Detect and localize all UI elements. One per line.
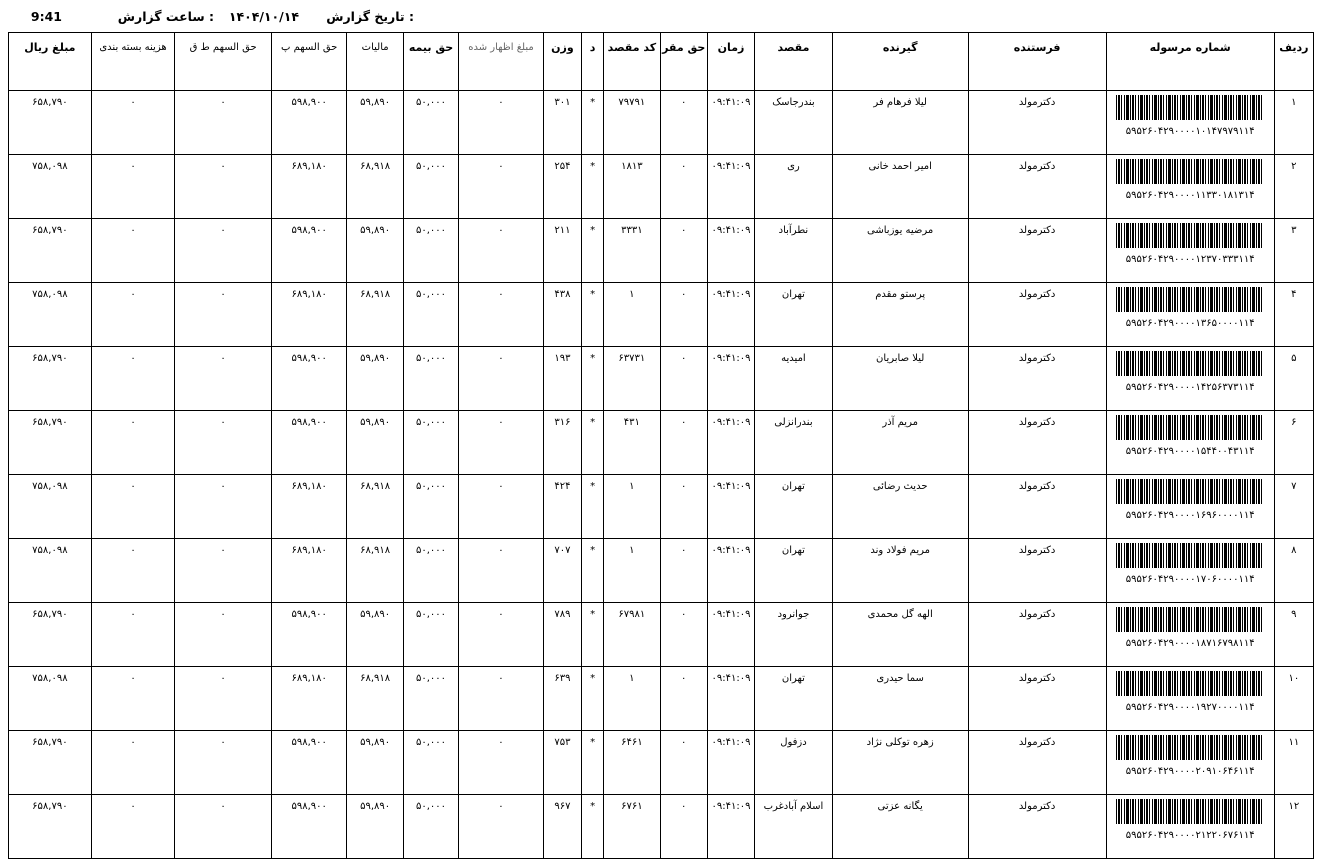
cell-packing-cost: ۰: [91, 731, 175, 795]
cell-packing-cost: ۰: [91, 219, 175, 283]
cell-sender: دکترمولد: [968, 667, 1106, 731]
cell-destination: تهران: [755, 475, 833, 539]
cell-time: ۰۹:۴۱:۰۹: [707, 539, 754, 603]
barcode-graphic: [1116, 95, 1264, 120]
cell-receiver: یگانه عزتی: [832, 795, 968, 859]
cell-amount-rial: ۷۵۸,۰۹۸: [9, 283, 92, 347]
cell-d-mark: *: [582, 155, 604, 219]
cell-haq-maqar: ۰: [660, 411, 707, 475]
cell-share-tq: ۰: [175, 731, 272, 795]
cell-tax: ۵۹,۸۹۰: [347, 731, 403, 795]
cell-share-tq: ۰: [175, 219, 272, 283]
cell-tax: ۶۸,۹۱۸: [347, 155, 403, 219]
cell-packing-cost: ۰: [91, 539, 175, 603]
cell-destination: نطرآباد: [755, 219, 833, 283]
cell-time: ۰۹:۴۱:۰۹: [707, 411, 754, 475]
cell-destination: بندرجاسک: [755, 91, 833, 155]
cell-share-tq: ۰: [175, 667, 272, 731]
cell-receiver: لیلا فرهام فر: [832, 91, 968, 155]
cell-share-p: ۵۹۸,۹۰۰: [271, 795, 347, 859]
report-date: ۱۴۰۴/۱۰/۱۴: [228, 9, 299, 24]
cell-tax: ۵۹,۸۹۰: [347, 347, 403, 411]
col-header-insurance: حق بیمه: [403, 33, 458, 91]
cell-receiver: پرستو مقدم: [832, 283, 968, 347]
table-row: [9, 219, 1314, 283]
cell-haq-maqar: ۰: [660, 91, 707, 155]
col-header-time: زمان: [707, 33, 754, 91]
cell-receiver: مریم آذر: [832, 411, 968, 475]
cell-insurance: ۵۰,۰۰۰: [403, 91, 458, 155]
cell-insurance: ۵۰,۰۰۰: [403, 603, 458, 667]
cell-row-index: ۶: [1274, 411, 1313, 475]
cell-amount-rial: ۷۵۸,۰۹۸: [9, 667, 92, 731]
cell-packing-cost: ۰: [91, 283, 175, 347]
col-header-dest-code: کد مقصد: [604, 33, 660, 91]
col-header-packing-cost: هزینه بسته بندی: [91, 33, 175, 91]
parcel-number-cell: [1106, 667, 1274, 731]
cell-share-p: ۶۸۹,۱۸۰: [271, 475, 347, 539]
parcel-number-cell: [1106, 795, 1274, 859]
cell-insurance: ۵۰,۰۰۰: [403, 731, 458, 795]
cell-d-mark: *: [582, 795, 604, 859]
col-header-share-tq: حق السهم ط ق: [175, 33, 272, 91]
cell-tax: ۶۸,۹۱۸: [347, 475, 403, 539]
cell-declared-amount: ۰: [459, 603, 544, 667]
barcode-graphic: [1116, 671, 1264, 696]
cell-row-index: ۱۲: [1274, 795, 1313, 859]
cell-time: ۰۹:۴۱:۰۹: [707, 795, 754, 859]
cell-weight: ۱۹۳: [543, 347, 581, 411]
cell-d-mark: *: [582, 347, 604, 411]
cell-time: ۰۹:۴۱:۰۹: [707, 475, 754, 539]
table-row: [9, 91, 1314, 155]
cell-share-p: ۵۹۸,۹۰۰: [271, 219, 347, 283]
cell-sender: دکترمولد: [968, 347, 1106, 411]
parcel-barcode-number: ۵۹۵۲۶۰۴۲۹۰۰۰۰۱۶۹۶۰۰۰۰۱۱۴: [1125, 510, 1255, 521]
cell-tax: ۵۹,۸۹۰: [347, 91, 403, 155]
cell-destination: ری: [755, 155, 833, 219]
cell-haq-maqar: ۰: [660, 219, 707, 283]
cell-row-index: ۹: [1274, 603, 1313, 667]
parcel-barcode-number: ۵۹۵۲۶۰۴۲۹۰۰۰۰۱۲۳۷۰۳۳۳۱۱۴: [1125, 254, 1255, 265]
barcode-graphic: [1116, 543, 1264, 568]
col-header-receiver: گیرنده: [832, 33, 968, 91]
cell-time: ۰۹:۴۱:۰۹: [707, 347, 754, 411]
table-row: [9, 155, 1314, 219]
cell-haq-maqar: ۰: [660, 347, 707, 411]
header-row: [9, 33, 1314, 91]
report-date-label: تاریخ گزارش :: [326, 9, 414, 24]
cell-d-mark: *: [582, 283, 604, 347]
cell-share-p: ۵۹۸,۹۰۰: [271, 731, 347, 795]
cell-insurance: ۵۰,۰۰۰: [403, 539, 458, 603]
cell-destination: تهران: [755, 539, 833, 603]
cell-declared-amount: ۰: [459, 667, 544, 731]
cell-amount-rial: ۶۵۸,۷۹۰: [9, 795, 92, 859]
cell-sender: دکترمولد: [968, 219, 1106, 283]
cell-share-p: ۶۸۹,۱۸۰: [271, 667, 347, 731]
cell-dest-code: ۳۳۳۱: [604, 219, 660, 283]
barcode-graphic: [1116, 415, 1264, 440]
cell-weight: ۶۳۹: [543, 667, 581, 731]
cell-receiver: مرضیه یوزباشی: [832, 219, 968, 283]
cell-sender: دکترمولد: [968, 795, 1106, 859]
cell-packing-cost: ۰: [91, 411, 175, 475]
barcode-graphic: [1116, 799, 1264, 824]
cell-tax: ۶۸,۹۱۸: [347, 539, 403, 603]
cell-insurance: ۵۰,۰۰۰: [403, 219, 458, 283]
cell-share-p: ۵۹۸,۹۰۰: [271, 91, 347, 155]
cell-declared-amount: ۰: [459, 91, 544, 155]
cell-weight: ۲۵۴: [543, 155, 581, 219]
parcel-number-cell: [1106, 91, 1274, 155]
cell-dest-code: ۱۸۱۳: [604, 155, 660, 219]
parcel-number-cell: [1106, 347, 1274, 411]
cell-insurance: ۵۰,۰۰۰: [403, 411, 458, 475]
col-header-d: د: [582, 33, 604, 91]
cell-insurance: ۵۰,۰۰۰: [403, 347, 458, 411]
cell-weight: ۲۱۱: [543, 219, 581, 283]
cell-receiver: لیلا صابریان: [832, 347, 968, 411]
barcode-graphic: [1116, 607, 1264, 632]
parcel-barcode-number: ۵۹۵۲۶۰۴۲۹۰۰۰۰۱۴۲۵۶۳۷۳۱۱۴: [1125, 382, 1255, 393]
shipments-table: [8, 32, 1314, 859]
report-time: 9:41: [30, 9, 62, 24]
parcel-number-cell: [1106, 539, 1274, 603]
cell-haq-maqar: ۰: [660, 539, 707, 603]
cell-packing-cost: ۰: [91, 667, 175, 731]
parcel-number-cell: [1106, 283, 1274, 347]
cell-weight: ۷۸۹: [543, 603, 581, 667]
parcel-number-cell: [1106, 155, 1274, 219]
cell-declared-amount: ۰: [459, 347, 544, 411]
parcel-barcode-number: ۵۹۵۲۶۰۴۲۹۰۰۰۰۱۸۷۱۶۷۹۸۱۱۴: [1125, 638, 1255, 649]
table-row: [9, 347, 1314, 411]
col-header-share-p: حق السهم پ: [271, 33, 347, 91]
cell-dest-code: ۴۳۱: [604, 411, 660, 475]
cell-share-tq: ۰: [175, 603, 272, 667]
cell-time: ۰۹:۴۱:۰۹: [707, 91, 754, 155]
cell-weight: ۷۵۳: [543, 731, 581, 795]
barcode-graphic: [1116, 287, 1264, 312]
cell-receiver: الهه گل محمدی: [832, 603, 968, 667]
cell-declared-amount: ۰: [459, 411, 544, 475]
cell-haq-maqar: ۰: [660, 795, 707, 859]
cell-declared-amount: ۰: [459, 475, 544, 539]
cell-sender: دکترمولد: [968, 155, 1106, 219]
parcel-barcode-number: ۵۹۵۲۶۰۴۲۹۰۰۰۰۱۹۲۷۰۰۰۰۱۱۴: [1125, 702, 1255, 713]
cell-dest-code: ۶۷۶۱: [604, 795, 660, 859]
cell-share-tq: ۰: [175, 795, 272, 859]
cell-insurance: ۵۰,۰۰۰: [403, 475, 458, 539]
cell-haq-maqar: ۰: [660, 603, 707, 667]
parcel-barcode-number: ۵۹۵۲۶۰۴۲۹۰۰۰۰۲۱۲۲۰۶۷۶۱۱۴: [1125, 830, 1255, 841]
parcel-barcode-number: ۵۹۵۲۶۰۴۲۹۰۰۰۰۱۳۶۵۰۰۰۰۱۱۴: [1125, 318, 1255, 329]
cell-weight: ۹۶۷: [543, 795, 581, 859]
barcode-graphic: [1116, 223, 1264, 248]
cell-share-p: ۵۹۸,۹۰۰: [271, 603, 347, 667]
cell-row-index: ۷: [1274, 475, 1313, 539]
col-header-sender: فرستنده: [968, 33, 1106, 91]
col-header-parcel-number: شماره مرسوله: [1106, 33, 1274, 91]
cell-packing-cost: ۰: [91, 795, 175, 859]
cell-destination: تهران: [755, 283, 833, 347]
cell-haq-maqar: ۰: [660, 155, 707, 219]
cell-destination: اسلام آبادغرب: [755, 795, 833, 859]
cell-amount-rial: ۶۵۸,۷۹۰: [9, 731, 92, 795]
cell-haq-maqar: ۰: [660, 731, 707, 795]
cell-time: ۰۹:۴۱:۰۹: [707, 219, 754, 283]
barcode-graphic: [1116, 735, 1264, 760]
cell-dest-code: ۶۳۷۳۱: [604, 347, 660, 411]
cell-destination: جوانرود: [755, 603, 833, 667]
cell-destination: بندرانزلی: [755, 411, 833, 475]
cell-packing-cost: ۰: [91, 91, 175, 155]
parcel-number-cell: [1106, 475, 1274, 539]
table-row: [9, 731, 1314, 795]
cell-share-p: ۵۹۸,۹۰۰: [271, 411, 347, 475]
cell-tax: ۶۸,۹۱۸: [347, 283, 403, 347]
cell-time: ۰۹:۴۱:۰۹: [707, 731, 754, 795]
cell-share-p: ۵۹۸,۹۰۰: [271, 347, 347, 411]
cell-dest-code: ۱: [604, 667, 660, 731]
cell-declared-amount: ۰: [459, 155, 544, 219]
report-header: [0, 6, 1324, 28]
cell-amount-rial: ۷۵۸,۰۹۸: [9, 539, 92, 603]
cell-receiver: امیر احمد خانی: [832, 155, 968, 219]
table-row: [9, 603, 1314, 667]
cell-receiver: حدیث رضائی: [832, 475, 968, 539]
cell-sender: دکترمولد: [968, 283, 1106, 347]
cell-packing-cost: ۰: [91, 475, 175, 539]
cell-dest-code: ۶۴۶۱: [604, 731, 660, 795]
cell-dest-code: ۱: [604, 475, 660, 539]
cell-tax: ۶۸,۹۱۸: [347, 667, 403, 731]
table-row: [9, 283, 1314, 347]
cell-weight: ۴۲۴: [543, 475, 581, 539]
col-header-destination: مقصد: [755, 33, 833, 91]
col-header-weight: وزن: [543, 33, 581, 91]
cell-destination: امیدیه: [755, 347, 833, 411]
col-header-declared-amount: مبلغ اظهار شده: [459, 33, 544, 91]
cell-tax: ۵۹,۸۹۰: [347, 603, 403, 667]
cell-d-mark: *: [582, 219, 604, 283]
cell-share-tq: ۰: [175, 91, 272, 155]
cell-declared-amount: ۰: [459, 219, 544, 283]
cell-sender: دکترمولد: [968, 411, 1106, 475]
cell-time: ۰۹:۴۱:۰۹: [707, 667, 754, 731]
cell-declared-amount: ۰: [459, 539, 544, 603]
cell-amount-rial: ۷۵۸,۰۹۸: [9, 155, 92, 219]
parcel-barcode-number: ۵۹۵۲۶۰۴۲۹۰۰۰۰۱۱۳۳۰۱۸۱۳۱۴: [1125, 190, 1255, 201]
cell-insurance: ۵۰,۰۰۰: [403, 283, 458, 347]
cell-row-index: ۳: [1274, 219, 1313, 283]
cell-time: ۰۹:۴۱:۰۹: [707, 155, 754, 219]
cell-share-tq: ۰: [175, 475, 272, 539]
cell-sender: دکترمولد: [968, 539, 1106, 603]
parcel-number-cell: [1106, 603, 1274, 667]
cell-time: ۰۹:۴۱:۰۹: [707, 283, 754, 347]
cell-packing-cost: ۰: [91, 155, 175, 219]
cell-haq-maqar: ۰: [660, 667, 707, 731]
cell-sender: دکترمولد: [968, 603, 1106, 667]
parcel-number-cell: [1106, 411, 1274, 475]
cell-haq-maqar: ۰: [660, 475, 707, 539]
cell-share-p: ۶۸۹,۱۸۰: [271, 539, 347, 603]
col-header-haq-maqar: حق مقر: [660, 33, 707, 91]
parcel-number-cell: [1106, 731, 1274, 795]
cell-amount-rial: ۶۵۸,۷۹۰: [9, 347, 92, 411]
cell-packing-cost: ۰: [91, 603, 175, 667]
col-header-tax: مالیات: [347, 33, 403, 91]
cell-row-index: ۸: [1274, 539, 1313, 603]
cell-row-index: ۱: [1274, 91, 1313, 155]
cell-weight: ۳۰۱: [543, 91, 581, 155]
parcel-barcode-number: ۵۹۵۲۶۰۴۲۹۰۰۰۰۱۵۴۴۰۰۴۳۱۱۴: [1125, 446, 1255, 457]
cell-weight: ۳۱۶: [543, 411, 581, 475]
cell-d-mark: *: [582, 91, 604, 155]
cell-declared-amount: ۰: [459, 283, 544, 347]
cell-sender: دکترمولد: [968, 475, 1106, 539]
cell-tax: ۵۹,۸۹۰: [347, 411, 403, 475]
cell-tax: ۵۹,۸۹۰: [347, 795, 403, 859]
cell-d-mark: *: [582, 667, 604, 731]
cell-destination: تهران: [755, 667, 833, 731]
barcode-graphic: [1116, 159, 1264, 184]
col-header-amount-rial: مبلغ ریال: [9, 33, 92, 91]
cell-d-mark: *: [582, 603, 604, 667]
cell-share-tq: ۰: [175, 347, 272, 411]
cell-row-index: ۵: [1274, 347, 1313, 411]
parcel-barcode-number: ۵۹۵۲۶۰۴۲۹۰۰۰۰۱۰۱۴۷۹۷۹۱۱۴: [1125, 126, 1255, 137]
cell-amount-rial: ۶۵۸,۷۹۰: [9, 91, 92, 155]
cell-d-mark: *: [582, 539, 604, 603]
cell-amount-rial: ۶۵۸,۷۹۰: [9, 603, 92, 667]
cell-amount-rial: ۶۵۸,۷۹۰: [9, 219, 92, 283]
cell-d-mark: *: [582, 731, 604, 795]
col-header-row-index: ردیف: [1274, 33, 1313, 91]
cell-sender: دکترمولد: [968, 91, 1106, 155]
cell-share-tq: ۰: [175, 539, 272, 603]
cell-row-index: ۱۱: [1274, 731, 1313, 795]
cell-share-tq: ۰: [175, 155, 272, 219]
cell-share-tq: ۰: [175, 411, 272, 475]
cell-dest-code: ۶۷۹۸۱: [604, 603, 660, 667]
table-row: [9, 411, 1314, 475]
cell-receiver: سما حیدری: [832, 667, 968, 731]
barcode-graphic: [1116, 351, 1264, 376]
cell-share-p: ۶۸۹,۱۸۰: [271, 283, 347, 347]
cell-row-index: ۱۰: [1274, 667, 1313, 731]
cell-receiver: زهره توکلی نژاد: [832, 731, 968, 795]
cell-share-tq: ۰: [175, 283, 272, 347]
cell-weight: ۴۳۸: [543, 283, 581, 347]
table-row: [9, 795, 1314, 859]
report-time-label: ساعت گزارش :: [117, 9, 214, 24]
cell-time: ۰۹:۴۱:۰۹: [707, 603, 754, 667]
cell-share-p: ۶۸۹,۱۸۰: [271, 155, 347, 219]
cell-receiver: مریم فولاد وند: [832, 539, 968, 603]
cell-insurance: ۵۰,۰۰۰: [403, 155, 458, 219]
cell-insurance: ۵۰,۰۰۰: [403, 667, 458, 731]
cell-dest-code: ۷۹۷۹۱: [604, 91, 660, 155]
cell-packing-cost: ۰: [91, 347, 175, 411]
cell-d-mark: *: [582, 411, 604, 475]
barcode-graphic: [1116, 479, 1264, 504]
cell-dest-code: ۱: [604, 283, 660, 347]
table-row: [9, 475, 1314, 539]
cell-dest-code: ۱: [604, 539, 660, 603]
cell-row-index: ۲: [1274, 155, 1313, 219]
cell-row-index: ۴: [1274, 283, 1313, 347]
cell-destination: دزفول: [755, 731, 833, 795]
cell-amount-rial: ۷۵۸,۰۹۸: [9, 475, 92, 539]
cell-insurance: ۵۰,۰۰۰: [403, 795, 458, 859]
parcel-barcode-number: ۵۹۵۲۶۰۴۲۹۰۰۰۰۲۰۹۱۰۶۴۶۱۱۴: [1125, 766, 1255, 777]
cell-declared-amount: ۰: [459, 731, 544, 795]
parcel-number-cell: [1106, 219, 1274, 283]
table-row: [9, 667, 1314, 731]
cell-declared-amount: ۰: [459, 795, 544, 859]
cell-sender: دکترمولد: [968, 731, 1106, 795]
cell-d-mark: *: [582, 475, 604, 539]
parcel-barcode-number: ۵۹۵۲۶۰۴۲۹۰۰۰۰۱۷۰۶۰۰۰۰۱۱۴: [1125, 574, 1255, 585]
cell-amount-rial: ۶۵۸,۷۹۰: [9, 411, 92, 475]
cell-tax: ۵۹,۸۹۰: [347, 219, 403, 283]
table-row: [9, 539, 1314, 603]
cell-weight: ۷۰۷: [543, 539, 581, 603]
cell-haq-maqar: ۰: [660, 283, 707, 347]
